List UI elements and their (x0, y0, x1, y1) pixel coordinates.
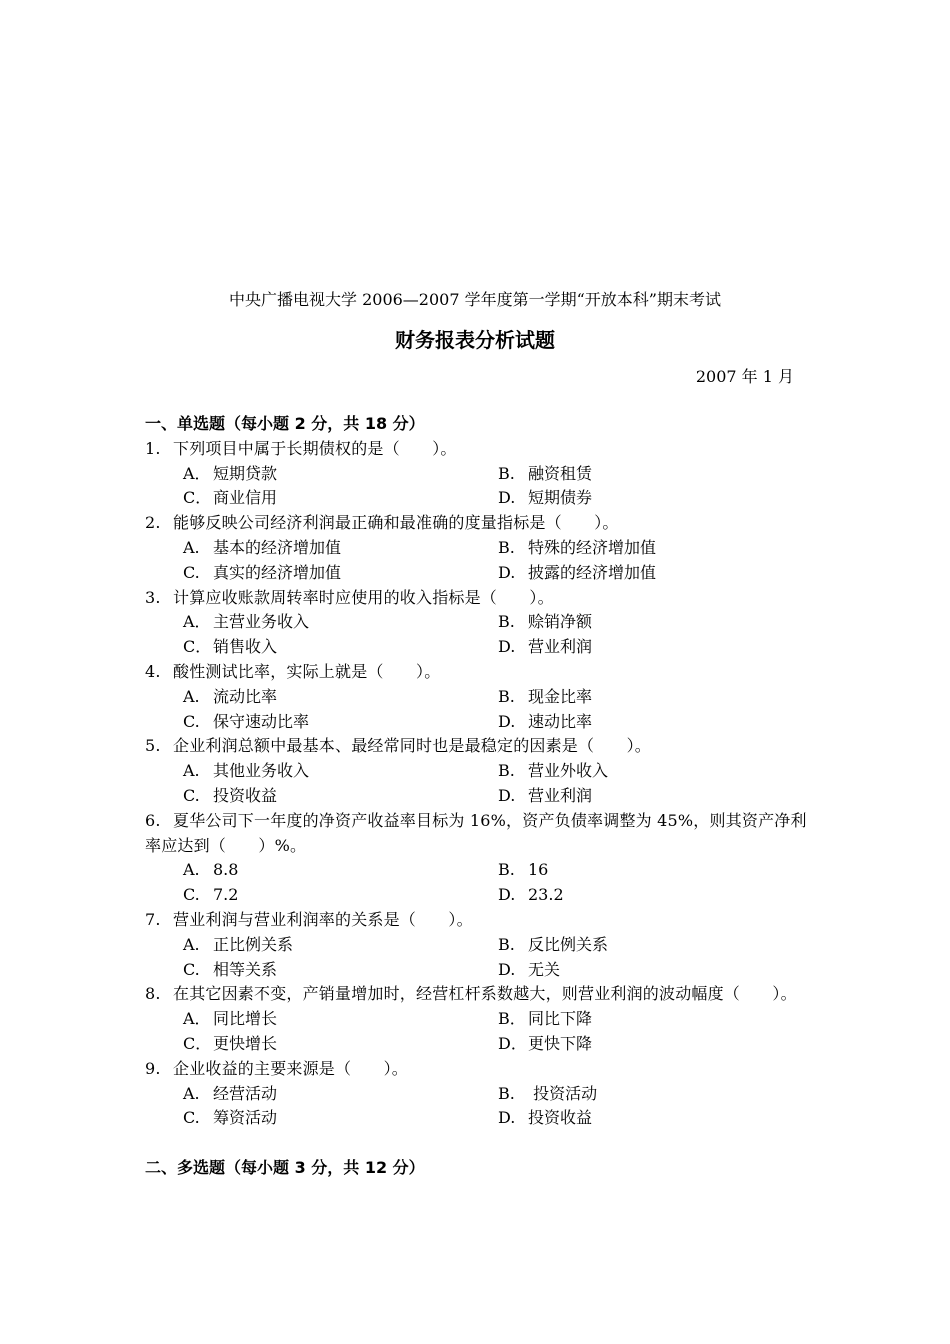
question-2 (145, 511, 810, 585)
question-5 (145, 734, 810, 808)
option-key: C． (183, 1033, 212, 1053)
question-number: 6. (145, 810, 161, 830)
question-number: 2. (145, 513, 161, 533)
option-key: D． (498, 1033, 527, 1053)
question-number: 5. (145, 736, 161, 756)
option-text: 主营业务收入 (213, 612, 310, 632)
option-key: A. (183, 934, 200, 954)
option-row (145, 1106, 810, 1131)
answer-option (183, 561, 498, 586)
option-key: B. (498, 463, 515, 483)
option-row (145, 1082, 810, 1107)
exam-header-line: 中央广播电视大学 2006—2007 学年度第一学期“开放本科”期末考试 (229, 290, 721, 309)
option-text: 保守速动比率 (213, 711, 310, 731)
option-key: D. (498, 711, 516, 731)
question-stem (145, 908, 810, 933)
question-text: 在其它因素不变，产销量增加时，经营杠杆系数越大，则营业利润的波动幅度（ ）。 (173, 984, 797, 1004)
question-stem (145, 734, 810, 759)
question-number: 9. (145, 1058, 161, 1078)
question-3 (145, 586, 810, 660)
answer-option (183, 462, 498, 487)
question-text: 能够反映公司经济利润最正确和最准确的度量指标是（ ）。 (173, 513, 619, 533)
option-key: C. (183, 885, 200, 905)
option-key: B. (498, 934, 515, 954)
answer-option (498, 610, 798, 635)
question-6 (145, 809, 810, 908)
option-row (145, 462, 810, 487)
option-row (145, 784, 810, 809)
question-stem (145, 809, 810, 859)
answer-option (183, 883, 498, 908)
option-text: 16 (528, 860, 549, 880)
option-text: 同比下降 (528, 1009, 593, 1029)
option-key: C. (183, 562, 200, 582)
option-text: 营业外收入 (528, 761, 609, 781)
question-4 (145, 660, 810, 734)
option-key: C. (183, 959, 200, 979)
option-row (145, 759, 810, 784)
answer-option (183, 1007, 498, 1032)
option-text: 营业利润 (528, 785, 593, 805)
option-text: 正比例关系 (213, 934, 294, 954)
option-key: D. (498, 885, 516, 905)
option-row (145, 561, 810, 586)
option-text: 8.8 (213, 860, 239, 880)
option-key: A． (183, 463, 211, 483)
answer-option (183, 784, 498, 809)
answer-option (498, 759, 798, 784)
answer-option (183, 536, 498, 561)
answer-option (183, 1082, 498, 1107)
option-text: 流动比率 (213, 686, 278, 706)
option-key: A. (183, 537, 200, 557)
option-row (145, 958, 810, 983)
option-text: 速动比率 (528, 711, 593, 731)
question-text: 下列项目中属于长期债权的是（ ）。 (173, 438, 457, 458)
option-key: A． (183, 1009, 211, 1029)
option-text: 相等关系 (213, 959, 278, 979)
option-row (145, 858, 810, 883)
option-key: C． (183, 488, 212, 508)
question-1 (145, 437, 810, 511)
option-key: B. (498, 860, 515, 880)
section-title: 一、单选题（每小题 2 分，共 18 分） (145, 414, 425, 433)
answer-option (183, 610, 498, 635)
page-title: 财务报表分析试题 (395, 328, 555, 352)
option-text: 其他业务收入 (213, 761, 310, 781)
option-key: D. (498, 959, 516, 979)
question-9 (145, 1057, 810, 1131)
answer-option (498, 933, 798, 958)
option-text: 融资租赁 (528, 463, 593, 483)
option-key: C． (183, 637, 212, 657)
option-text: 7.2 (213, 885, 239, 905)
option-text: 更快下降 (528, 1033, 593, 1053)
answer-option (183, 710, 498, 735)
answer-option (498, 462, 798, 487)
option-key: D. (498, 1108, 516, 1128)
option-text: 同比增长 (213, 1009, 278, 1029)
option-text: 基本的经济增加值 (213, 537, 342, 557)
option-text: 真实的经济增加值 (213, 562, 342, 582)
option-text: 披露的经济增加值 (528, 562, 657, 582)
answer-option (498, 958, 798, 983)
option-text: 赊销净额 (528, 612, 593, 632)
option-text: 筹资活动 (213, 1108, 278, 1128)
option-text: 短期贷款 (213, 463, 278, 483)
option-key: C. (183, 711, 200, 731)
option-row (145, 1007, 810, 1032)
answer-option (183, 685, 498, 710)
option-row (145, 710, 810, 735)
answer-option (498, 486, 798, 511)
question-number: 4. (145, 661, 161, 681)
question-text: 企业利润总额中最基本、最经常同时也是最稳定的因素是（ ）。 (173, 736, 652, 756)
question-stem (145, 511, 810, 536)
question-stem (145, 437, 810, 462)
question-text: 计算应收账款周转率时应使用的收入指标是（ ）。 (173, 587, 554, 607)
option-key: A. (183, 1083, 200, 1103)
question-stem (145, 1057, 810, 1082)
option-key: A. (183, 761, 200, 781)
option-text: 无关 (528, 959, 561, 979)
exam-date: 2007 年 1 月 (695, 367, 794, 386)
question-text: 酸性测试比率，实际上就是（ ）。 (173, 661, 441, 681)
question-number: 8. (145, 984, 161, 1004)
option-row (145, 486, 810, 511)
answer-option (498, 635, 798, 660)
option-row (145, 536, 810, 561)
option-text: 销售收入 (213, 637, 278, 657)
option-row (145, 635, 810, 660)
question-text: 营业利润与营业利润率的关系是（ ）。 (173, 909, 473, 929)
option-text: 反比例关系 (528, 934, 609, 954)
option-key: C. (183, 785, 200, 805)
option-key: B. (498, 686, 515, 706)
option-key: B. (498, 612, 515, 632)
question-number: 1. (145, 438, 161, 458)
option-key: B. (498, 761, 515, 781)
question-number: 7. (145, 909, 161, 929)
answer-option (498, 1032, 798, 1057)
question-stem (145, 982, 810, 1007)
option-key: C. (183, 1108, 200, 1128)
question-number: 3. (145, 587, 161, 607)
answer-option (183, 1032, 498, 1057)
option-key: B. (498, 537, 515, 557)
answer-option (498, 536, 798, 561)
option-key: A. (183, 860, 200, 880)
answer-option (183, 933, 498, 958)
option-key: D. (498, 637, 516, 657)
option-key: A. (183, 686, 200, 706)
answer-option (498, 1007, 798, 1032)
answer-option (498, 784, 798, 809)
answer-option (183, 1106, 498, 1131)
option-text: 投资收益 (528, 1108, 593, 1128)
option-key: D. (498, 488, 516, 508)
answer-option (498, 858, 798, 883)
answer-option (498, 1106, 798, 1131)
answer-option (498, 1082, 798, 1107)
option-row (145, 883, 810, 908)
option-text: 特殊的经济增加值 (528, 537, 657, 557)
option-key: A． (183, 612, 211, 632)
section-spacer (145, 1131, 810, 1156)
answer-option (498, 685, 798, 710)
option-text: 23.2 (528, 885, 564, 905)
answer-option (498, 883, 798, 908)
question-7 (145, 908, 810, 982)
option-key: B． (498, 1009, 526, 1029)
option-text: 现金比率 (528, 686, 593, 706)
option-text: 经营活动 (213, 1083, 278, 1103)
section-title: 二、多选题（每小题 3 分，共 12 分） (145, 1157, 425, 1177)
option-row (145, 610, 810, 635)
option-key: D. (498, 785, 516, 805)
answer-option (183, 486, 498, 511)
option-key: D. (498, 562, 516, 582)
option-text: 更快增长 (213, 1033, 278, 1053)
option-text: 商业信用 (213, 488, 278, 508)
option-text: 投资活动 (528, 1083, 598, 1103)
question-text: 夏华公司下一年度的净资产收益率目标为 16%，资产负债率调整为 45%，则其资产净利率应达到（ ）%。 (145, 810, 807, 855)
answer-option (498, 710, 798, 735)
answer-option (183, 635, 498, 660)
option-row (145, 933, 810, 958)
answer-option (498, 561, 798, 586)
question-8 (145, 982, 810, 1056)
question-stem (145, 660, 810, 685)
option-text: 投资收益 (213, 785, 278, 805)
option-key: B. (498, 1083, 515, 1103)
answer-option (183, 858, 498, 883)
answer-option (183, 958, 498, 983)
question-stem (145, 586, 810, 611)
option-text: 营业利润 (528, 637, 593, 657)
question-text: 企业收益的主要来源是（ ）。 (173, 1058, 409, 1078)
option-row (145, 685, 810, 710)
option-text: 短期债券 (528, 488, 593, 508)
answer-option (183, 759, 498, 784)
exam-content (145, 412, 810, 1181)
option-row (145, 1032, 810, 1057)
